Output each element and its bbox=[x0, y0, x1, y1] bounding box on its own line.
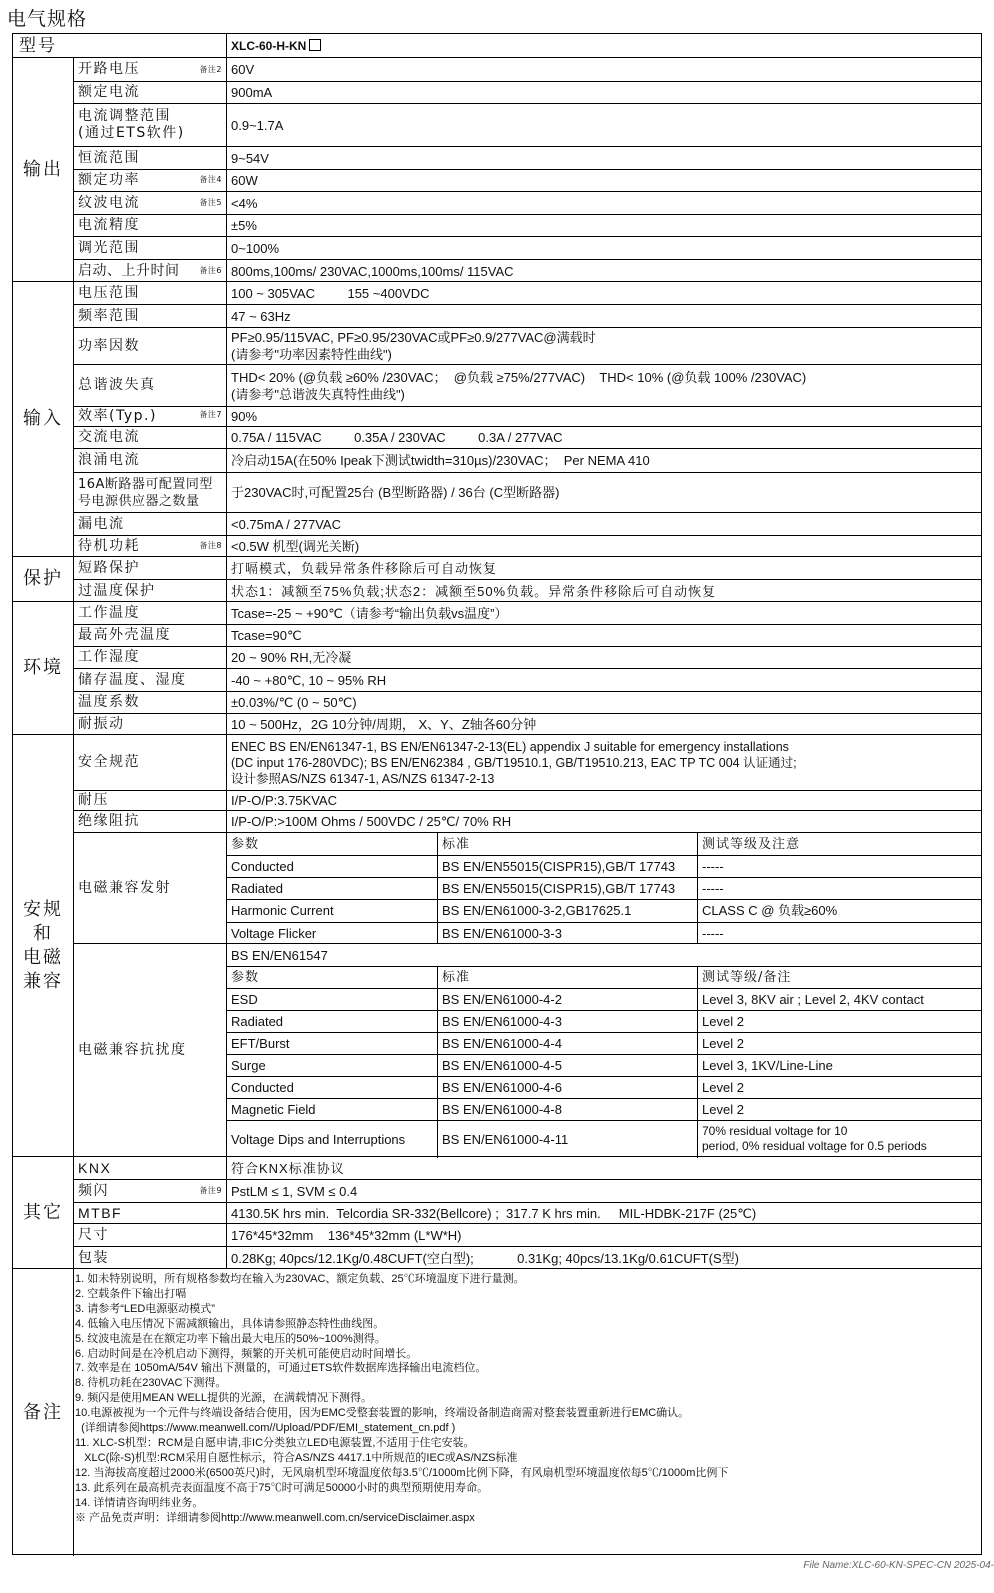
spec-row bbox=[74, 646, 981, 668]
spec-value: 0.28Kg; 40pcs/12.1Kg/0.48CUFT(空白型); 0.31Kg; 40pcs/13.1Kg/0.61CUFT(S型) bbox=[231, 1250, 739, 1266]
spec-label: 工作温度 bbox=[74, 602, 227, 624]
emc-emission-block bbox=[74, 832, 981, 943]
spec-row bbox=[74, 557, 981, 579]
emc-cell: EFT/Burst bbox=[231, 1035, 290, 1051]
emc-header-cell: 标准 bbox=[437, 966, 697, 988]
spec-label: 恒流范围 bbox=[74, 147, 227, 169]
emc-cell: BS EN/EN61000-4-5 bbox=[437, 1054, 697, 1076]
spec-value: 于230VAC时,可配置25台 (B型断路器) / 36台 (C型断路器) bbox=[231, 485, 560, 500]
emc-cell: Level 2 bbox=[697, 1076, 981, 1098]
emc-cell: BS EN/EN61000-4-8 bbox=[437, 1098, 697, 1120]
spec-row bbox=[74, 327, 981, 364]
spec-label: 包装 bbox=[74, 1247, 227, 1269]
spec-row bbox=[74, 103, 981, 146]
spec-row bbox=[74, 713, 981, 735]
spec-value: 60V bbox=[231, 62, 255, 77]
emc-cell: Voltage Dips and Interruptions bbox=[231, 1131, 406, 1147]
spec-value: ±0.03%/℃ (0 ~ 50℃) bbox=[231, 695, 357, 710]
spec-value: PF≥0.95/115VAC, PF≥0.95/230VAC或PF≥0.9/277VAC@满载时 (请参考"功率因素特性曲线") bbox=[231, 330, 596, 362]
spec-value: 176*45*32mm 136*45*32mm (L*W*H) bbox=[231, 1227, 462, 1243]
input-section-label: 输入 bbox=[13, 282, 74, 556]
spec-row bbox=[74, 364, 981, 406]
spec-value: 100 ~ 305VAC 155 ~400VDC bbox=[231, 285, 430, 301]
spec-label: 漏电流 bbox=[74, 513, 227, 535]
model-checkbox bbox=[309, 39, 321, 51]
spec-value: PstLM ≤ 1, SVM ≤ 0.4 bbox=[231, 1183, 358, 1199]
emc-cell: ----- bbox=[697, 922, 981, 944]
spec-label: 安全规范 bbox=[74, 735, 227, 790]
spec-label: 浪涌电流 bbox=[74, 449, 227, 472]
emc-cell: BS EN/EN55015(CISPR15),GB/T 17743 bbox=[437, 877, 697, 899]
emc-cell: Level 3, 1KV/Line-Line bbox=[697, 1054, 981, 1076]
spec-label: 效率(Typ.) 备注7 bbox=[74, 407, 227, 426]
emc-row bbox=[227, 877, 981, 899]
spec-row bbox=[74, 668, 981, 691]
spec-row bbox=[74, 81, 981, 103]
emc-row bbox=[227, 1120, 981, 1158]
spec-label: 储存温度、湿度 bbox=[74, 669, 227, 691]
spec-row bbox=[74, 624, 981, 646]
spec-value: 0.75A / 115VAC 0.35A / 230VAC 0.3A / 277VAC bbox=[231, 430, 563, 445]
emc-row bbox=[227, 855, 981, 877]
spec-label: 调光范围 bbox=[74, 237, 227, 259]
emc-row bbox=[227, 1010, 981, 1032]
spec-row bbox=[74, 304, 981, 327]
spec-value: <0.5W 机型(调光关断) bbox=[231, 539, 360, 554]
spec-label: MTBF bbox=[74, 1203, 227, 1223]
spec-row bbox=[74, 735, 981, 790]
spec-label: 功率因数 bbox=[74, 328, 227, 364]
environment-section bbox=[13, 601, 981, 734]
others-section bbox=[13, 1156, 981, 1268]
spec-label: 工作湿度 bbox=[74, 647, 227, 668]
safety-rows bbox=[74, 735, 981, 1156]
spec-value: ENEC BS EN/EN61347-1, BS EN/EN61347-2-13(EL) appendix J suitable for emergency installations (DC input 176-280VDC); BS EN/EN62384 , GB/T19510.1, GB/T19510.213, EAC TP TC 004 认证通过; 设计参照AS/NZS 61347-1, AS/NZS 61347-2-13 bbox=[231, 739, 797, 786]
spec-value: Tcase=-25 ~ +90℃（请参考“输出负载vs温度”） bbox=[231, 605, 508, 621]
notes-section-label: 备注 bbox=[13, 1269, 74, 1556]
emc-cell: ----- bbox=[697, 877, 981, 899]
spec-row bbox=[74, 58, 981, 81]
output-section bbox=[13, 57, 981, 281]
spec-row bbox=[74, 169, 981, 191]
emc-header-cell: 测试等级/备注 bbox=[697, 966, 981, 988]
environment-rows bbox=[74, 602, 981, 734]
emc-cell: BS EN/EN61000-4-4 bbox=[437, 1032, 697, 1054]
spec-label: 电流调整范围 (通过ETS软件) bbox=[74, 104, 227, 146]
spec-label: 待机功耗 备注8 bbox=[74, 536, 227, 557]
emc-header-cell: 标准 bbox=[437, 833, 697, 855]
spec-value: 20 ~ 90% RH,无冷凝 bbox=[231, 650, 352, 665]
spec-label: 开路电压 备注2 bbox=[74, 58, 227, 81]
spec-row bbox=[74, 236, 981, 259]
emc-cell: Magnetic Field bbox=[231, 1101, 316, 1117]
notes-text: 1. 如未特别说明，所有规格参数均在输入为230VAC、额定负载、25℃环境温度下进行量测。 2. 空载条件下输出打嗝 3. 请参考“LED电源驱动模式” 4. 低输入电压情况下需减额输出，具体请参照静态特性曲线图。 5. 纹波电流是在在额定功率下输出最大电压的50%~100%测得。 6. 启动时间是在冷机启动下测得，频繁的开关机可能使启动时间增长。 7. 效率是在 1050mA/54V 输出下测量的，可通过ETS软件数据库选择输出电流档位。 8. 待机功耗在230VAC下测得。 9. 频闪是使用MEAN WELL提供的光源，在满载情况下测得。 10.电源被视为一个元件与终端设备结合使用，因为EMC受整套装置的影响，终端设备制造商需对整套装置重新进行EMC确认。 (详细请参阅https://www.meanwell.com//Upload/PDF/EMI_statement_cn.pdf ) 11. XLC-S机型：RCM是自愿申请,非IC分类独立LED电源装置,不适用于住宅安装。 XLC(除-S)机型:RCM采用自愿性标示，符合AS/NZS 4417.1中所规范的IEC或AS/NZS标准 12. 当海拔高度超过2000米(6500英尺)时，无风扇机型环境温度依每3.5℃/1000m比例下降，有风扇机型环境温度依每5℃/1000m比例下 13. 此系列在最高机壳表面温度不高于75℃时可满足50000小时的典型预期使用寿命。 14. 详情请咨询明纬业务。 ※ 产品免责声明：详细请参阅http://www.meanwell.com.cn/serviceDisclaimer.aspx bbox=[75, 1273, 729, 1524]
model-row bbox=[13, 34, 981, 57]
spec-value: 0~100% bbox=[231, 240, 280, 256]
others-section-label: 其它 bbox=[13, 1157, 74, 1268]
spec-row bbox=[74, 1202, 981, 1223]
spec-row bbox=[74, 191, 981, 214]
emc-cell: Level 3, 8KV air ; Level 2, 4KV contact bbox=[697, 988, 981, 1010]
input-section bbox=[13, 281, 981, 556]
spec-label: 电磁兼容发射 bbox=[74, 833, 227, 943]
spec-row bbox=[74, 535, 981, 557]
emc-row bbox=[227, 988, 981, 1010]
emc-cell: Level 2 bbox=[697, 1098, 981, 1120]
environment-section-label: 环境 bbox=[13, 602, 74, 734]
spec-row bbox=[74, 426, 981, 448]
spec-value: 47 ~ 63Hz bbox=[231, 308, 291, 324]
spec-row bbox=[74, 1223, 981, 1246]
emc-cell: 70% residual voltage for 10 period, 0% residual voltage for 0.5 periods bbox=[697, 1120, 981, 1158]
spec-label: 16A断路器可配置同型 号电源供应器之数量 bbox=[74, 473, 227, 512]
spec-row bbox=[74, 406, 981, 426]
file-name-footer: File Name:XLC-60-KN-SPEC-CN 2025-04- bbox=[803, 1560, 994, 1571]
emc-cell: Level 2 bbox=[697, 1010, 981, 1032]
spec-label: KNX bbox=[74, 1157, 227, 1179]
emc-row bbox=[227, 1098, 981, 1120]
spec-value: 60W bbox=[231, 173, 258, 188]
spec-label: 启动、上升时间 备注6 bbox=[74, 260, 227, 282]
emc-cell: Radiated bbox=[231, 1013, 284, 1029]
others-rows bbox=[74, 1157, 981, 1268]
emc-row bbox=[227, 1032, 981, 1054]
spec-row bbox=[74, 1157, 981, 1179]
spec-value: 状态1：减额至75%负载;状态2：减额至50%负载。异常条件移除后可自动恢复 bbox=[231, 583, 717, 599]
spec-label: 短路保护 bbox=[74, 557, 227, 579]
spec-row bbox=[74, 579, 981, 602]
emc-cell: BS EN/EN61000-4-11 bbox=[437, 1120, 697, 1158]
spec-value: 4130.5K hrs min. Telcordia SR-332(Bellcore) ; 317.7 K hrs min. MIL-HDBK-217F (25℃) bbox=[231, 1205, 757, 1221]
emc-immunity-block bbox=[74, 943, 981, 1157]
emc-standard: BS EN/EN61547 bbox=[231, 947, 328, 963]
spec-label: 过温度保护 bbox=[74, 580, 227, 602]
spec-label: 交流电流 bbox=[74, 427, 227, 448]
spec-value: THD< 20% (@负载 ≥60% /230VAC； @负载 ≥75%/277VAC) THD< 10% (@负载 100% /230VAC) (请参考"总谐波失真特性曲线") bbox=[231, 369, 807, 402]
spec-row bbox=[74, 602, 981, 624]
emc-row bbox=[227, 1076, 981, 1098]
spec-value: 900mA bbox=[231, 85, 273, 100]
spec-value: 9~54V bbox=[231, 150, 269, 166]
spec-label: 额定电流 bbox=[74, 82, 227, 103]
protection-section bbox=[13, 556, 981, 601]
emc-cell: Surge bbox=[231, 1057, 266, 1073]
spec-row bbox=[74, 282, 981, 304]
spec-label: 尺寸 bbox=[74, 1224, 227, 1246]
spec-label: 绝缘阻抗 bbox=[74, 811, 227, 832]
spec-label: 耐振动 bbox=[74, 714, 227, 735]
emc-header-cell: 参数 bbox=[231, 969, 260, 985]
spec-label: 最高外壳温度 bbox=[74, 625, 227, 646]
spec-value: I/P-O/P:>100M Ohms / 500VDC / 25℃/ 70% RH bbox=[231, 814, 512, 829]
spec-value: 冷启动15A(在50% Ipeak下测试twidth=310µs)/230VAC； Per NEMA 410 bbox=[231, 453, 650, 468]
emc-cell: ----- bbox=[697, 855, 981, 877]
spec-row bbox=[74, 790, 981, 810]
spec-row bbox=[74, 810, 981, 832]
model-label: 型号 bbox=[13, 34, 227, 57]
spec-label: 频率范围 bbox=[74, 305, 227, 327]
emc-header-cell: 参数 bbox=[231, 836, 260, 852]
emc-cell: BS EN/EN61000-4-3 bbox=[437, 1010, 697, 1032]
spec-value: 0.9~1.7A bbox=[231, 117, 284, 133]
emc-cell: BS EN/EN61000-4-6 bbox=[437, 1076, 697, 1098]
spec-label: 电压范围 bbox=[74, 282, 227, 304]
emc-cell: BS EN/EN61000-3-2,GB17625.1 bbox=[437, 899, 697, 922]
input-rows bbox=[74, 282, 981, 556]
emc-cell: BS EN/EN61000-4-2 bbox=[437, 988, 697, 1010]
emc-header-cell: 测试等级及注意 bbox=[697, 833, 981, 855]
protection-rows bbox=[74, 557, 981, 601]
output-rows bbox=[74, 58, 981, 281]
spec-label: 总谐波失真 bbox=[74, 365, 227, 406]
emc-cell: ESD bbox=[231, 991, 258, 1007]
emc-cell: Level 2 bbox=[697, 1032, 981, 1054]
spec-value: -40 ~ +80℃, 10 ~ 95% RH bbox=[231, 672, 387, 688]
spec-value: 符合KNX标准协议 bbox=[231, 1160, 345, 1176]
emc-header-row bbox=[227, 966, 981, 988]
emc-cell: BS EN/EN55015(CISPR15),GB/T 17743 bbox=[437, 855, 697, 877]
output-section-label: 输出 bbox=[13, 58, 74, 281]
spec-row bbox=[74, 691, 981, 713]
spec-value: 打嗝模式，负载异常条件移除后可自动恢复 bbox=[231, 560, 498, 576]
emc-cell: Harmonic Current bbox=[231, 903, 334, 918]
protection-section-label: 保护 bbox=[13, 557, 74, 601]
spec-value: 10 ~ 500Hz，2G 10分钟/周期， X、Y、Z轴各60分钟 bbox=[231, 717, 537, 732]
spec-label: 额定功率 备注4 bbox=[74, 170, 227, 191]
spec-label: 纹波电流 备注5 bbox=[74, 192, 227, 214]
spec-value: 90% bbox=[231, 409, 258, 424]
emc-row bbox=[227, 899, 981, 922]
spec-table bbox=[12, 33, 982, 1555]
safety-emc-section-label: 安规 和 电磁 兼容 bbox=[13, 735, 74, 1156]
emc-header-row bbox=[227, 833, 981, 855]
spec-row bbox=[74, 214, 981, 236]
spec-label: 频闪 备注9 bbox=[74, 1180, 227, 1202]
spec-value: ±5% bbox=[231, 218, 257, 233]
emc-row bbox=[227, 1054, 981, 1076]
safety-emc-section bbox=[13, 734, 981, 1156]
emc-row bbox=[227, 922, 981, 944]
spec-value: <0.75mA / 277VAC bbox=[231, 516, 341, 532]
model-number: XLC-60-H-KN bbox=[231, 38, 307, 53]
emc-cell: Conducted bbox=[231, 858, 294, 874]
spec-row bbox=[74, 1246, 981, 1269]
spec-row bbox=[74, 448, 981, 472]
emc-cell: Conducted bbox=[231, 1079, 294, 1095]
spec-label: 耐压 bbox=[74, 791, 227, 810]
spec-label: 温度系数 bbox=[74, 692, 227, 713]
spec-label: 电磁兼容抗扰度 bbox=[74, 944, 227, 1157]
spec-row bbox=[74, 512, 981, 535]
model-value bbox=[227, 34, 981, 57]
spec-value: Tcase=90℃ bbox=[231, 628, 302, 643]
spec-row bbox=[74, 472, 981, 512]
page-title: 电气规格 bbox=[7, 8, 88, 30]
spec-row bbox=[74, 146, 981, 169]
spec-value: 800ms,100ms/ 230VAC,1000ms,100ms/ 115VAC bbox=[231, 263, 514, 279]
spec-row bbox=[74, 259, 981, 282]
spec-value: <4% bbox=[231, 195, 258, 211]
spec-value: I/P-O/P:3.75KVAC bbox=[231, 793, 337, 808]
emc-cell: Voltage Flicker bbox=[231, 925, 317, 941]
emc-cell: BS EN/EN61000-3-3 bbox=[437, 922, 697, 944]
spec-label: 电流精度 bbox=[74, 215, 227, 236]
emc-cell: Radiated bbox=[231, 880, 284, 896]
emc-cell: CLASS C @ 负载≥60% bbox=[697, 899, 981, 922]
notes-section bbox=[13, 1268, 981, 1556]
spec-row bbox=[74, 1179, 981, 1202]
emc-standard-row bbox=[227, 944, 981, 966]
